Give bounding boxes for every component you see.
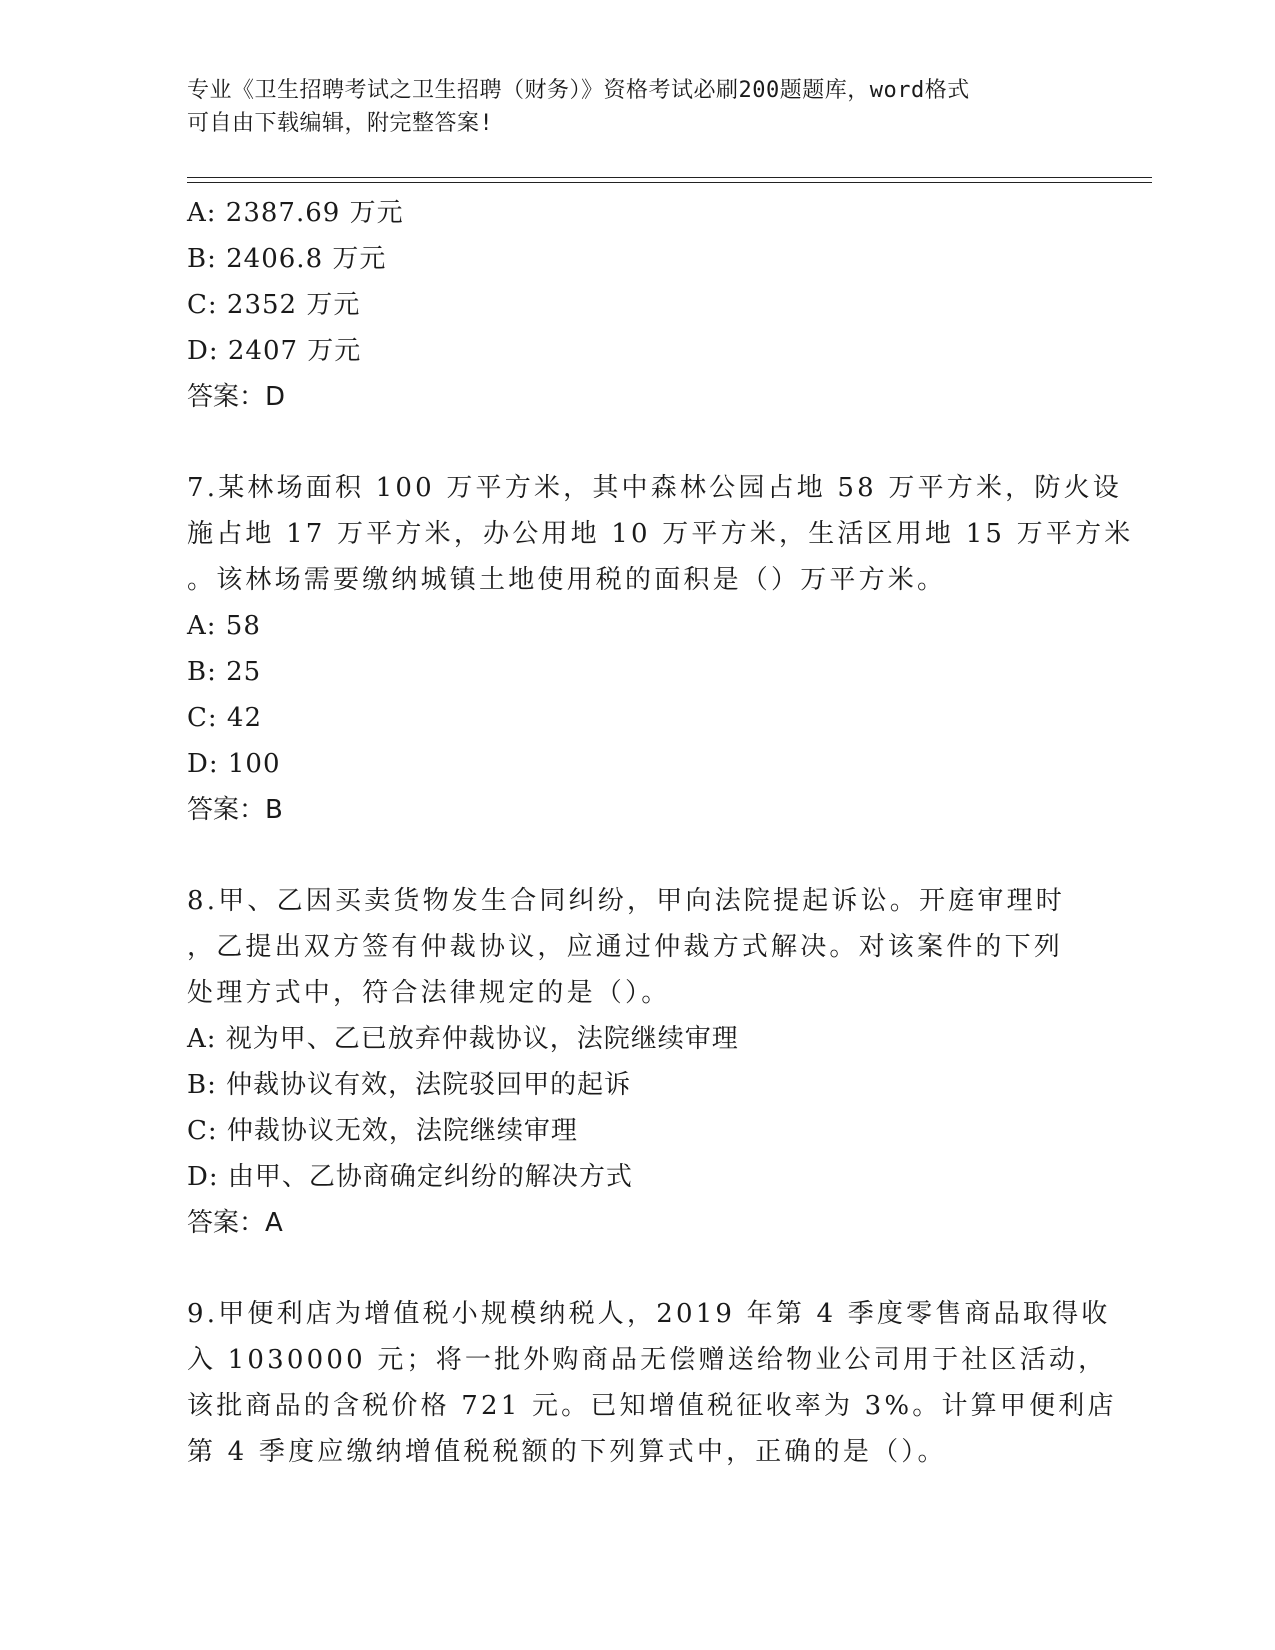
answer-label: 答案：B — [187, 795, 283, 825]
question-6 — [187, 190, 1087, 420]
question-text-line: ，乙提出双方签有仲裁协议，应通过仲裁方式解决。对该案件的下列 — [187, 932, 1064, 962]
question-text-line: 9.甲便利店为增值税小规模纳税人，2019 年第 4 季度零售商品取得收 — [187, 1299, 1111, 1329]
option-b: B: 25 — [187, 657, 262, 687]
question-text-line: 第 4 季度应缴纳增值税税额的下列算式中，正确的是（）。 — [187, 1437, 947, 1467]
question-8 — [187, 878, 1087, 1246]
question-content — [187, 190, 1134, 1475]
header-line-2: 可自由下载编辑，附完整答案! — [187, 111, 494, 136]
spacer — [187, 833, 1087, 878]
question-text-line: 该批商品的含税价格 721 元。已知增值税征收率为 3%。计算甲便利店 — [187, 1391, 1117, 1421]
option-b: B: 仲裁协议有效，法院驳回甲的起诉 — [187, 1070, 632, 1100]
spacer — [187, 420, 1087, 465]
option-c: C: 42 — [187, 703, 263, 733]
document-header — [187, 74, 1067, 140]
question-text-line: 。该林场需要缴纳城镇土地使用税的面积是（）万平方米。 — [187, 565, 947, 595]
question-text-line: 7.某林场面积 100 万平方米，其中森林公园占地 58 万平方米，防火设 — [187, 473, 1122, 503]
answer-label: 答案：D — [187, 382, 286, 412]
question-7 — [187, 465, 1134, 833]
header-divider-bottom — [187, 182, 1152, 183]
header-divider-top — [187, 177, 1152, 178]
option-c: C: 仲裁协议无效，法院继续审理 — [187, 1116, 578, 1146]
question-text-line: 处理方式中，符合法律规定的是（）。 — [187, 978, 671, 1008]
question-text-line: 施占地 17 万平方米，办公用地 10 万平方米，生活区用地 15 万平方米 — [187, 519, 1134, 549]
option-a: A: 58 — [187, 611, 261, 641]
option-d: D: 2407 万元 — [187, 336, 362, 366]
question-9 — [187, 1291, 1117, 1475]
option-a: A: 视为甲、乙已放弃仲裁协议，法院继续审理 — [187, 1024, 739, 1054]
option-d: D: 100 — [187, 749, 281, 779]
answer-label: 答案：A — [187, 1208, 283, 1238]
question-text-line: 8.甲、乙因买卖货物发生合同纠纷，甲向法院提起诉讼。开庭审理时 — [187, 886, 1066, 916]
header-line-1: 专业《卫生招聘考试之卫生招聘（财务）》资格考试必刷200题题库，word格式 — [187, 78, 970, 103]
spacer — [187, 1246, 1087, 1291]
option-a: A: 2387.69 万元 — [187, 198, 404, 228]
option-c: C: 2352 万元 — [187, 290, 361, 320]
question-text-line: 入 1030000 元；将一批外购商品无偿赠送给物业公司用于社区活动， — [187, 1345, 1108, 1375]
option-d: D: 由甲、乙协商确定纠纷的解决方式 — [187, 1162, 633, 1192]
option-b: B: 2406.8 万元 — [187, 244, 387, 274]
